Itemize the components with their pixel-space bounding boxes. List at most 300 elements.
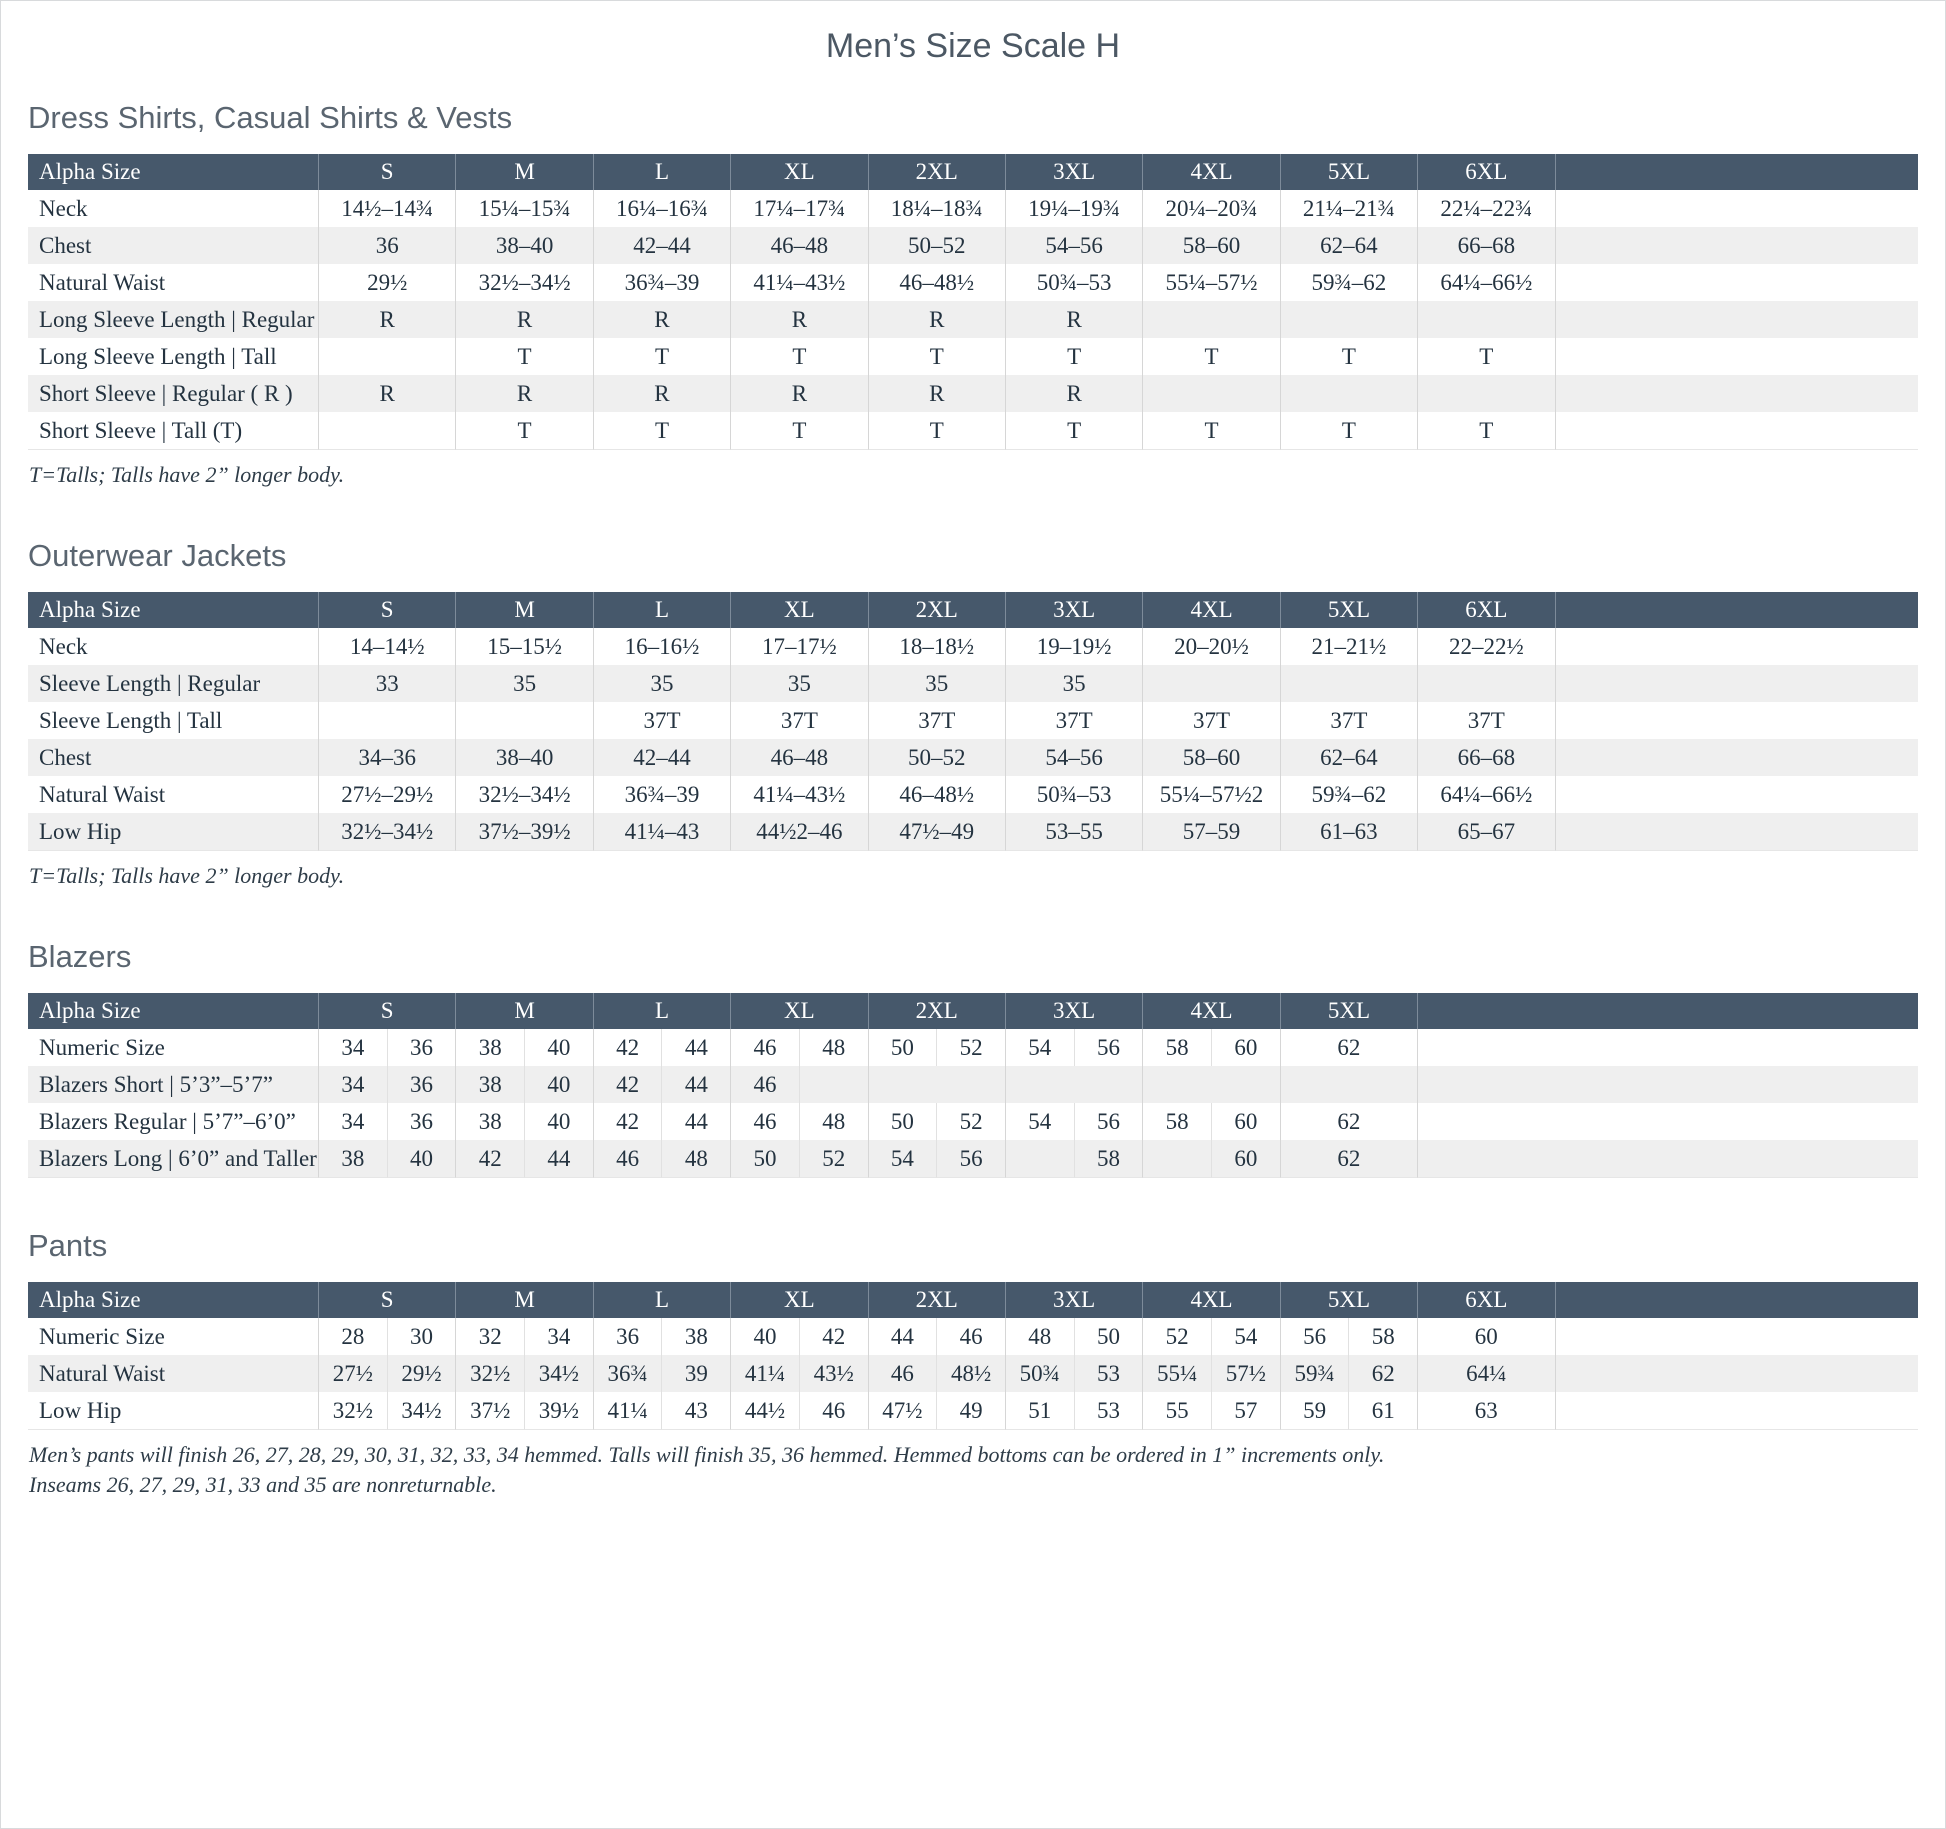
size-value-cell — [1142, 375, 1279, 412]
table-row — [28, 338, 1918, 375]
sections-container — [28, 100, 1918, 1498]
row-label: Chest — [28, 227, 318, 264]
size-value-cell: T — [1142, 412, 1279, 450]
size-value-cell: 36 — [318, 227, 455, 264]
size-column-header: 4XL — [1142, 592, 1279, 628]
size-value-cell: 53 — [1074, 1392, 1143, 1430]
size-column-header: 2XL — [868, 1282, 1005, 1318]
size-value-cell: 46 — [936, 1318, 1005, 1355]
size-value-cell: 50 — [868, 1029, 937, 1066]
size-value-cell: 53–55 — [1005, 813, 1142, 851]
row-label: Long Sleeve Length | Tall — [39, 343, 277, 369]
size-value-cell — [1280, 375, 1417, 412]
size-value-cell: 46–48½ — [868, 264, 1005, 301]
size-value-cell — [318, 338, 455, 375]
size-value-cell: 42 — [799, 1318, 868, 1355]
section-heading: Pants — [28, 1228, 108, 1263]
size-value-cell: T — [1280, 338, 1417, 375]
table-row — [28, 628, 1918, 665]
size-value-cell: T — [1280, 412, 1417, 450]
size-value-cell: 59¾–62 — [1280, 264, 1417, 301]
size-value-cell: 16¼–16¾ — [593, 190, 730, 227]
size-value-cell — [1417, 665, 1554, 702]
size-value-cell: 62–64 — [1280, 227, 1417, 264]
size-value-cell: 60 — [1211, 1103, 1280, 1140]
row-label: Low Hip — [28, 1392, 318, 1430]
size-value-cell: 64¼–66½ — [1417, 264, 1554, 301]
size-value-cell: 55 — [1142, 1392, 1211, 1430]
size-value-cell: 44 — [661, 1066, 730, 1103]
size-value-cell: 38 — [455, 1066, 524, 1103]
row-label: Natural Waist — [28, 1355, 318, 1392]
row-label: Numeric Size — [39, 1034, 165, 1060]
table-row — [28, 665, 1918, 702]
size-value-cell: 32 — [455, 1318, 524, 1355]
size-value-cell: 41¼ — [593, 1392, 662, 1430]
size-value-cell: 52 — [799, 1140, 868, 1178]
size-value-cell: 38 — [455, 1103, 524, 1140]
size-value-cell: 66–68 — [1417, 739, 1554, 776]
size-column-header: 4XL — [1142, 1282, 1279, 1318]
size-value-cell: 62 — [1280, 1103, 1417, 1140]
size-value-cell: 34–36 — [318, 739, 455, 776]
size-column-header: 3XL — [1005, 154, 1142, 190]
size-value-cell: 33 — [318, 665, 455, 702]
size-value-cell: 34 — [318, 1029, 387, 1066]
row-label: Neck — [39, 633, 88, 659]
size-value-cell: 36 — [387, 1066, 456, 1103]
size-value-cell: 32½–34½ — [455, 264, 592, 301]
size-value-cell: 35 — [730, 665, 867, 702]
section-split-2 — [28, 939, 1918, 1178]
size-value-cell: 37T — [1417, 702, 1554, 739]
size-value-cell: 60 — [1417, 1318, 1554, 1355]
size-value-cell: 50 — [730, 1140, 799, 1178]
size-value-cell: 55¼–57½2 — [1142, 776, 1279, 813]
size-table — [28, 1282, 1918, 1430]
size-value-cell: 51 — [1005, 1392, 1074, 1430]
size-value-cell: 32½–34½ — [455, 776, 592, 813]
size-value-cell: R — [455, 301, 592, 338]
size-value-cell: T — [730, 412, 867, 450]
size-value-cell: T — [1142, 338, 1279, 375]
size-value-cell: 46 — [799, 1392, 868, 1430]
size-value-cell: 38 — [661, 1318, 730, 1355]
size-value-cell: 19¼–19¾ — [1005, 190, 1142, 227]
size-value-cell: T — [593, 412, 730, 450]
size-column-header: S — [318, 592, 455, 628]
size-value-cell: 38 — [455, 1029, 524, 1066]
size-value-cell: 52 — [936, 1103, 1005, 1140]
size-value-cell: T — [730, 338, 867, 375]
size-value-cell: 61 — [1348, 1392, 1417, 1430]
size-value-cell: 44 — [524, 1140, 593, 1178]
row-label: Chest — [28, 739, 318, 776]
size-value-cell: 42–44 — [593, 739, 730, 776]
size-value-cell: 38 — [318, 1140, 387, 1178]
size-value-cell: 47½ — [868, 1392, 937, 1430]
size-value-cell: 36¾–39 — [593, 776, 730, 813]
filler-cell — [1555, 338, 1918, 375]
table-row — [28, 301, 1918, 338]
size-value-cell — [1142, 301, 1279, 338]
size-value-cell: 32½ — [455, 1355, 524, 1392]
size-value-cell — [1005, 1066, 1142, 1103]
size-value-cell: 34 — [318, 1103, 387, 1140]
size-value-cell: 58 — [1348, 1318, 1417, 1355]
size-value-cell: 40 — [524, 1029, 593, 1066]
size-column-header: L — [593, 993, 730, 1029]
row-label: Short Sleeve | Tall (T) — [28, 412, 318, 450]
size-value-cell: 57 — [1211, 1392, 1280, 1430]
size-value-cell: 58 — [1142, 1103, 1211, 1140]
size-column-header: M — [455, 154, 592, 190]
size-value-cell: 62 — [1348, 1355, 1417, 1392]
size-value-cell: 54 — [868, 1140, 937, 1178]
filler-cell — [1555, 813, 1918, 851]
size-value-cell: 44 — [661, 1103, 730, 1140]
table-row — [28, 1066, 1918, 1103]
section-simple-1 — [28, 538, 1918, 889]
size-value-cell: 48 — [1005, 1318, 1074, 1355]
size-value-cell — [1142, 1140, 1211, 1178]
size-column-header: 2XL — [868, 154, 1005, 190]
size-value-cell: 39 — [661, 1355, 730, 1392]
size-value-cell: 37T — [1142, 702, 1279, 739]
size-value-cell: 49 — [936, 1392, 1005, 1430]
size-value-cell: 59¾ — [1280, 1355, 1349, 1392]
row-label: Sleeve Length | Tall — [39, 707, 223, 733]
size-value-cell: 20–20½ — [1142, 628, 1279, 665]
size-value-cell: T — [593, 338, 730, 375]
filler-cell — [1555, 665, 1918, 702]
table-row — [28, 739, 1918, 776]
size-value-cell: 50¾–53 — [1005, 264, 1142, 301]
size-value-cell: R — [593, 375, 730, 412]
size-value-cell: 50–52 — [868, 227, 1005, 264]
size-column-header: L — [593, 1282, 730, 1318]
row-label: Neck — [39, 195, 88, 221]
size-column-header: 3XL — [1005, 1282, 1142, 1318]
size-value-cell: R — [318, 375, 455, 412]
size-value-cell: 50 — [868, 1103, 937, 1140]
filler-cell — [1555, 190, 1918, 227]
row-label: Blazers Short | 5’3”–5’7” — [28, 1066, 318, 1103]
size-value-cell — [1280, 301, 1417, 338]
size-value-cell: 48 — [799, 1029, 868, 1066]
size-value-cell: 58 — [1142, 1029, 1211, 1066]
size-value-cell: 46 — [868, 1355, 937, 1392]
size-value-cell: 57½ — [1211, 1355, 1280, 1392]
size-value-cell: 62–64 — [1280, 739, 1417, 776]
size-value-cell: 34 — [318, 1066, 387, 1103]
size-value-cell: 18¼–18¾ — [868, 190, 1005, 227]
size-value-cell: 37½–39½ — [455, 813, 592, 851]
size-value-cell: 58 — [1074, 1140, 1143, 1178]
size-value-cell: 15¼–15¾ — [455, 190, 592, 227]
size-value-cell: 21–21½ — [1280, 628, 1417, 665]
row-label: Low Hip — [28, 813, 318, 851]
section-heading: Outerwear Jackets — [28, 538, 287, 573]
alpha-size-header: Alpha Size — [28, 592, 318, 628]
size-value-cell: 16–16½ — [593, 628, 730, 665]
size-value-cell: 18–18½ — [868, 628, 1005, 665]
size-value-cell: 54 — [1005, 1103, 1074, 1140]
size-column-header: 6XL — [1417, 1282, 1554, 1318]
size-column-header: M — [455, 1282, 592, 1318]
size-value-cell: 32½–34½ — [318, 813, 455, 851]
section-heading: Blazers — [28, 939, 132, 974]
row-label: Natural Waist — [39, 269, 166, 295]
row-label: Short Sleeve | Regular ( R ) — [28, 375, 318, 412]
size-value-cell: 57–59 — [1142, 813, 1279, 851]
size-value-cell: 41¼ — [730, 1355, 799, 1392]
size-value-cell: 60 — [1211, 1029, 1280, 1066]
alpha-size-header: Alpha Size — [28, 993, 318, 1029]
size-column-header: 6XL — [1417, 592, 1554, 628]
size-value-cell: T — [868, 338, 1005, 375]
table-row — [28, 1029, 1918, 1066]
header-row — [28, 993, 1918, 1029]
size-value-cell: 46–48 — [730, 227, 867, 264]
alpha-size-header: Alpha Size — [28, 154, 318, 190]
size-value-cell: 40 — [524, 1103, 593, 1140]
size-value-cell: 37½ — [455, 1392, 524, 1430]
filler-header — [1555, 1282, 1919, 1318]
size-value-cell: 22¼–22¾ — [1417, 190, 1554, 227]
table-row — [28, 1318, 1918, 1355]
size-value-cell: 46 — [730, 1103, 799, 1140]
size-value-cell: 41¼–43½ — [730, 264, 867, 301]
filler-cell — [1555, 739, 1918, 776]
size-value-cell: 30 — [387, 1318, 456, 1355]
size-value-cell: T — [455, 412, 592, 450]
page-title: Men’s Size Scale H — [825, 27, 1121, 65]
size-column-header: 5XL — [1280, 154, 1417, 190]
size-value-cell: 46 — [593, 1140, 662, 1178]
filler-cell — [1555, 375, 1918, 412]
size-value-cell: R — [730, 301, 867, 338]
footnote: Men’s pants will finish 26, 27, 28, 29, 30, 31, 32, 33, 34 hemmed. Talls will finish 35, 36 hemmed. Hemmed bottoms can be ordered in 1” increments only. — [29, 1442, 1385, 1467]
size-column-header: S — [318, 154, 455, 190]
size-column-header: XL — [730, 154, 867, 190]
size-value-cell: R — [730, 375, 867, 412]
size-value-cell: 35 — [1005, 665, 1142, 702]
filler-cell — [1555, 1392, 1919, 1430]
size-value-cell — [1142, 1066, 1279, 1103]
row-label: Long Sleeve Length | Regular — [28, 301, 318, 338]
size-column-header: 5XL — [1280, 993, 1417, 1029]
size-value-cell: 27½–29½ — [318, 776, 455, 813]
size-value-cell: R — [1005, 301, 1142, 338]
size-value-cell: 14–14½ — [318, 628, 455, 665]
size-value-cell: 14½–14¾ — [318, 190, 455, 227]
size-value-cell: T — [1417, 412, 1554, 450]
size-value-cell: 19–19½ — [1005, 628, 1142, 665]
size-value-cell: 60 — [1211, 1140, 1280, 1178]
size-value-cell: 58–60 — [1142, 739, 1279, 776]
size-value-cell: 17¼–17¾ — [730, 190, 867, 227]
size-value-cell: 46–48 — [730, 739, 867, 776]
size-value-cell: 47½–49 — [868, 813, 1005, 851]
size-value-cell: 65–67 — [1417, 813, 1554, 851]
filler-cell — [1417, 1140, 1918, 1178]
size-column-header: 4XL — [1142, 154, 1279, 190]
filler-cell — [1555, 702, 1918, 739]
size-value-cell: 36¾–39 — [593, 264, 730, 301]
size-value-cell: 44½ — [730, 1392, 799, 1430]
size-value-cell: 56 — [1280, 1318, 1349, 1355]
table-row — [28, 227, 1918, 264]
size-value-cell: 42 — [593, 1103, 662, 1140]
size-value-cell: 21¼–21¾ — [1280, 190, 1417, 227]
size-column-header: XL — [730, 1282, 867, 1318]
filler-cell — [1417, 1029, 1918, 1066]
row-label: Blazers Long | 6’0” and Taller — [28, 1140, 318, 1178]
size-value-cell — [318, 702, 455, 739]
footnote: T=Talls; Talls have 2” longer body. — [29, 462, 345, 487]
size-column-header: S — [318, 1282, 455, 1318]
size-value-cell: 43½ — [799, 1355, 868, 1392]
size-value-cell: 46–48½ — [868, 776, 1005, 813]
row-label: Sleeve Length | Regular — [28, 665, 318, 702]
size-value-cell: 38–40 — [455, 739, 592, 776]
filler-cell — [1555, 412, 1918, 450]
size-value-cell: 36¾ — [593, 1355, 662, 1392]
size-value-cell — [1005, 1140, 1074, 1178]
table-row — [28, 813, 1918, 851]
size-value-cell: 61–63 — [1280, 813, 1417, 851]
filler-cell — [1417, 1066, 1918, 1103]
size-value-cell: R — [455, 375, 592, 412]
size-value-cell: 52 — [1142, 1318, 1211, 1355]
size-value-cell — [1280, 1066, 1417, 1103]
table-row — [28, 412, 1918, 450]
size-value-cell: 42 — [593, 1066, 662, 1103]
header-row — [28, 1282, 1918, 1318]
size-value-cell: 42 — [455, 1140, 524, 1178]
size-value-cell: 62 — [1280, 1029, 1417, 1066]
size-value-cell: 36 — [593, 1318, 662, 1355]
filler-header — [1555, 154, 1918, 190]
size-value-cell: 56 — [936, 1140, 1005, 1178]
size-value-cell: 56 — [1074, 1029, 1143, 1066]
size-value-cell: 41¼–43½ — [730, 776, 867, 813]
filler-cell — [1555, 776, 1918, 813]
size-value-cell — [1417, 301, 1554, 338]
size-value-cell: 37T — [730, 702, 867, 739]
size-table — [28, 154, 1918, 450]
table-row — [28, 1140, 1918, 1178]
size-column-header: 5XL — [1280, 1282, 1417, 1318]
size-value-cell: 36 — [387, 1029, 456, 1066]
size-value-cell: 41¼–43 — [593, 813, 730, 851]
size-value-cell: 34½ — [524, 1355, 593, 1392]
size-column-header: XL — [730, 592, 867, 628]
table-row — [28, 375, 1918, 412]
header-row — [28, 154, 1918, 190]
size-value-cell — [1142, 665, 1279, 702]
size-value-cell — [1280, 665, 1417, 702]
filler-header — [1555, 592, 1918, 628]
size-value-cell: 55¼ — [1142, 1355, 1211, 1392]
size-value-cell: 44 — [868, 1318, 937, 1355]
size-value-cell: T — [1005, 338, 1142, 375]
section-split-3 — [28, 1228, 1918, 1498]
size-value-cell: R — [868, 375, 1005, 412]
filler-header — [1417, 993, 1918, 1029]
size-column-header: 2XL — [868, 993, 1005, 1029]
size-value-cell — [799, 1066, 868, 1103]
size-column-header: XL — [730, 993, 867, 1029]
size-value-cell: 27½ — [318, 1355, 387, 1392]
size-table — [28, 993, 1918, 1178]
size-value-cell: 17–17½ — [730, 628, 867, 665]
size-value-cell: 20¼–20¾ — [1142, 190, 1279, 227]
size-value-cell: 48 — [661, 1140, 730, 1178]
size-column-header: M — [455, 993, 592, 1029]
size-value-cell: R — [318, 301, 455, 338]
size-value-cell: 35 — [455, 665, 592, 702]
size-value-cell: 40 — [387, 1140, 456, 1178]
size-value-cell: 42–44 — [593, 227, 730, 264]
size-value-cell: 54–56 — [1005, 227, 1142, 264]
size-column-header: 5XL — [1280, 592, 1417, 628]
size-value-cell: 63 — [1417, 1392, 1554, 1430]
size-value-cell: 37T — [593, 702, 730, 739]
table-row — [28, 190, 1918, 227]
size-value-cell: 54–56 — [1005, 739, 1142, 776]
alpha-size-header: Alpha Size — [28, 1282, 318, 1318]
footnote: T=Talls; Talls have 2” longer body. — [29, 863, 345, 888]
table-row — [28, 264, 1918, 301]
size-column-header: L — [593, 154, 730, 190]
size-value-cell: 44 — [661, 1029, 730, 1066]
size-value-cell: 59¾–62 — [1280, 776, 1417, 813]
filler-cell — [1555, 1355, 1919, 1392]
filler-cell — [1555, 1318, 1919, 1355]
size-value-cell: 66–68 — [1417, 227, 1554, 264]
filler-cell — [1555, 301, 1918, 338]
size-value-cell: 62 — [1280, 1140, 1417, 1178]
size-value-cell: 34½ — [387, 1392, 456, 1430]
size-value-cell: T — [455, 338, 592, 375]
size-value-cell: 29½ — [387, 1355, 456, 1392]
size-value-cell: 37T — [868, 702, 1005, 739]
size-value-cell: 64¼ — [1417, 1355, 1554, 1392]
size-value-cell: 64¼–66½ — [1417, 776, 1554, 813]
size-column-header: S — [318, 993, 455, 1029]
size-value-cell: 34 — [524, 1318, 593, 1355]
filler-cell — [1417, 1103, 1918, 1140]
filler-cell — [1555, 227, 1918, 264]
size-value-cell — [1417, 375, 1554, 412]
table-row — [28, 776, 1918, 813]
size-column-header: M — [455, 592, 592, 628]
size-value-cell: 54 — [1211, 1318, 1280, 1355]
table-row — [28, 1392, 1918, 1430]
size-value-cell: 50¾–53 — [1005, 776, 1142, 813]
size-value-cell — [455, 702, 592, 739]
size-column-header: 3XL — [1005, 993, 1142, 1029]
size-value-cell: 48 — [799, 1103, 868, 1140]
table-row — [28, 702, 1918, 739]
size-value-cell: 39½ — [524, 1392, 593, 1430]
size-value-cell: 28 — [318, 1318, 387, 1355]
table-row — [28, 1103, 1918, 1140]
size-value-cell: R — [593, 301, 730, 338]
size-value-cell: 38–40 — [455, 227, 592, 264]
